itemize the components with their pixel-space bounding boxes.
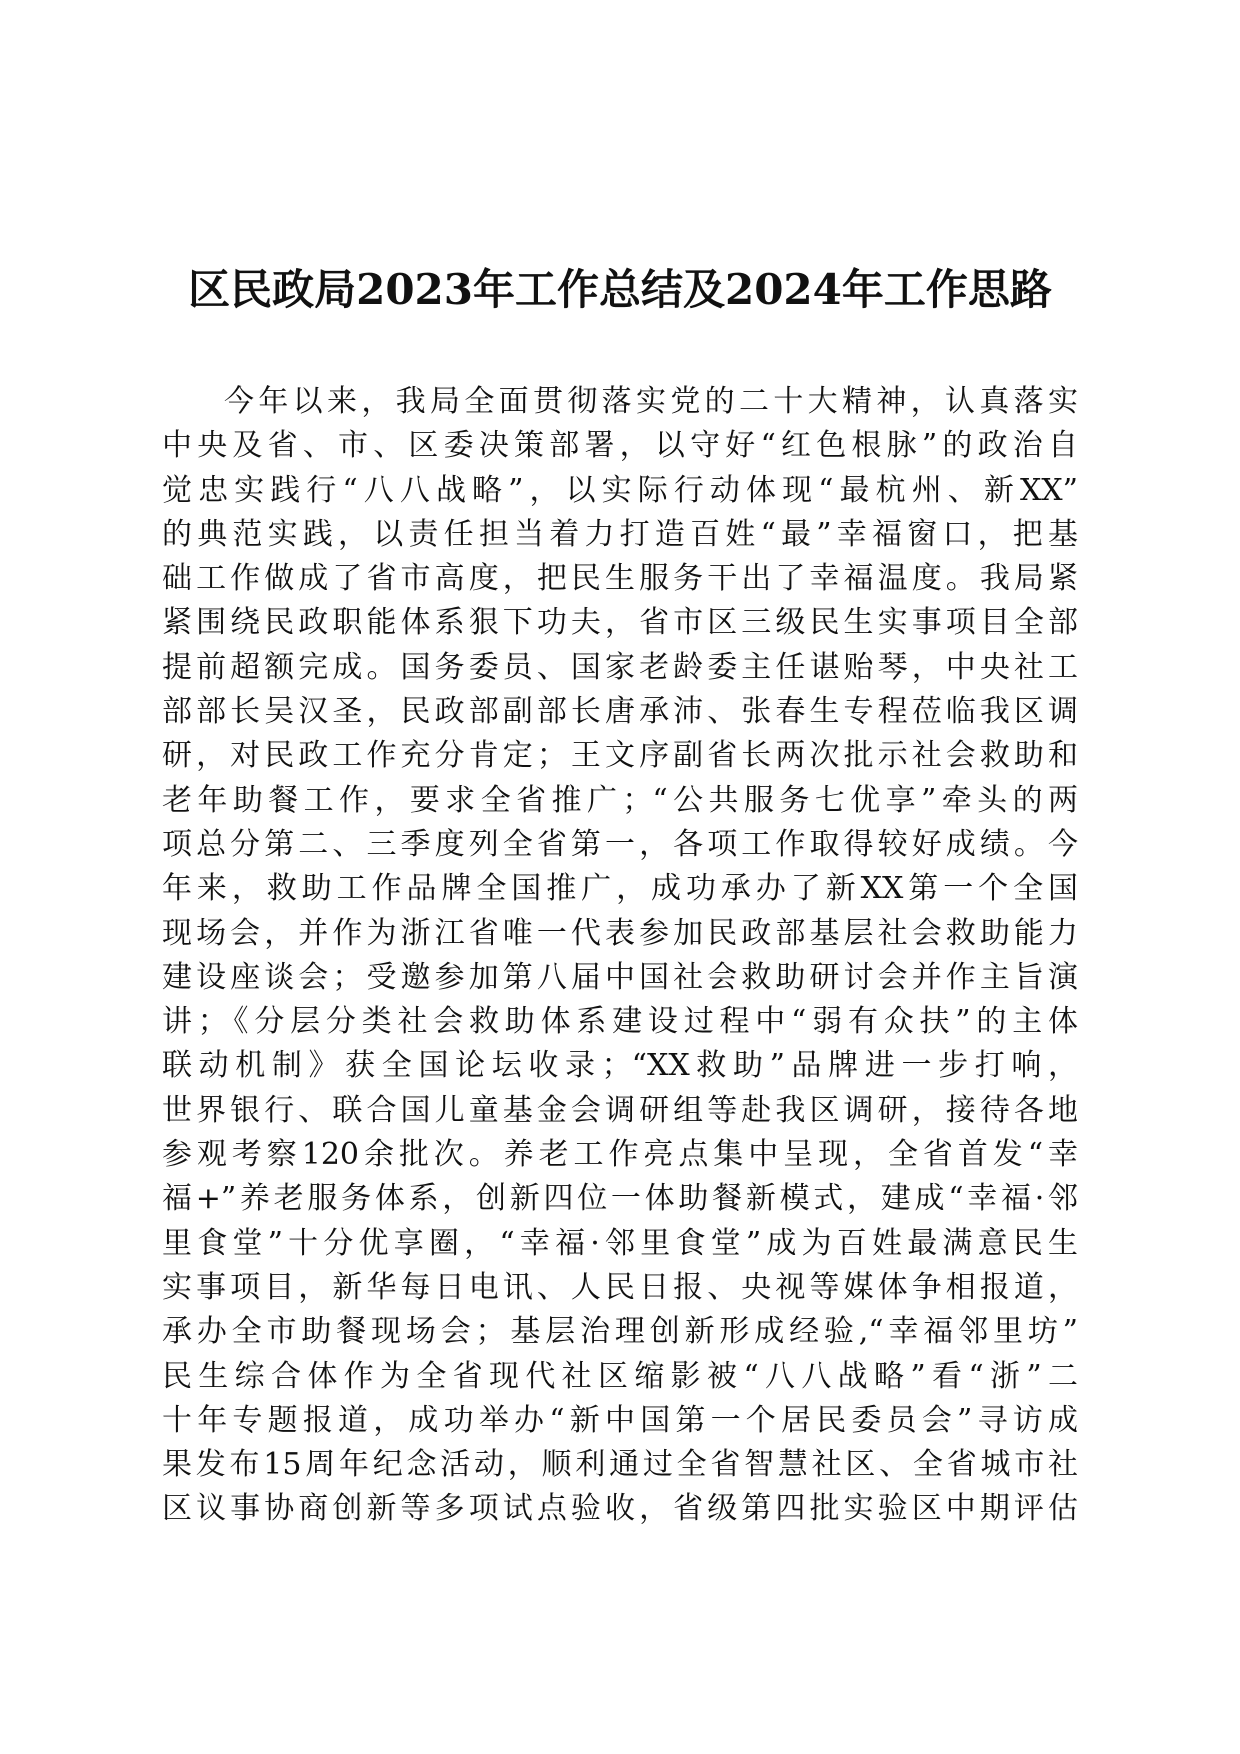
body-line-14: 建设座谈会；受邀参加第八届中国社会救助研讨会并作主旨演 bbox=[162, 959, 1078, 995]
body-line-26: 区议事协商创新等多项试点验收，省级第四批实验区中期评估 bbox=[162, 1491, 1078, 1527]
body-line-8: 部部长吴汉圣，民政部副部长唐承沛、张春生专程莅临我区调 bbox=[162, 694, 1078, 730]
body-line-2: 中央及省、市、区委决策部署，以守好“红色根脉”的政治自 bbox=[162, 428, 1078, 464]
body-line-19: 福+”养老服务体系，创新四位一体助餐新模式，建成“幸福·邻 bbox=[162, 1181, 1078, 1217]
body-line-18: 参观考察120余批次。养老工作亮点集中呈现，全省首发“幸 bbox=[162, 1137, 1078, 1173]
body-line-24: 十年专题报道，成功举办“新中国第一个居民委员会”寻访成 bbox=[162, 1402, 1078, 1438]
document-title: 区民政局2023年工作总结及2024年工作思路 bbox=[188, 265, 1052, 314]
body-line-21: 实事项目，新华每日电讯、人民日报、央视等媒体争相报道， bbox=[162, 1269, 1078, 1305]
body-line-3: 觉忠实践行“八八战略”，以实际行动体现“最杭州、新XX” bbox=[162, 472, 1078, 508]
body-line-23: 民生综合体作为全省现代社区缩影被“八八战略”看“浙”二 bbox=[162, 1358, 1078, 1394]
body-line-5: 础工作做成了省市高度，把民生服务干出了幸福温度。我局紧 bbox=[162, 561, 1078, 597]
body-line-7: 提前超额完成。国务委员、国家老龄委主任谌贻琴，中央社工 bbox=[162, 649, 1078, 685]
body-line-9: 研，对民政工作充分肯定；王文序副省长两次批示社会救助和 bbox=[162, 738, 1078, 774]
body-line-22: 承办全市助餐现场会；基层治理创新形成经验,“幸福邻里坊” bbox=[162, 1314, 1078, 1350]
body-line-25: 果发布15周年纪念活动，顺利通过全省智慧社区、全省城市社 bbox=[162, 1447, 1078, 1483]
body-line-20: 里食堂”十分优享圈，“幸福·邻里食堂”成为百姓最满意民生 bbox=[162, 1225, 1078, 1261]
body-line-4: 的典范实践，以责任担当着力打造百姓“最”幸福窗口，把基 bbox=[162, 516, 1078, 552]
body-line-15: 讲；《分层分类社会救助体系建设过程中“弱有众扶”的主体 bbox=[162, 1004, 1078, 1040]
body-line-10: 老年助餐工作，要求全省推广；“公共服务七优享”牵头的两 bbox=[162, 782, 1078, 818]
document-body bbox=[162, 380, 1078, 1532]
body-line-1: 今年以来，我局全面贯彻落实党的二十大精神，认真落实 bbox=[224, 384, 1078, 419]
body-line-12: 年来，救助工作品牌全国推广，成功承办了新XX第一个全国 bbox=[162, 871, 1078, 907]
body-line-13: 现场会，并作为浙江省唯一代表参加民政部基层社会救助能力 bbox=[162, 915, 1078, 951]
body-line-11: 项总分第二、三季度列全省第一，各项工作取得较好成绩。今 bbox=[162, 826, 1078, 862]
body-line-16: 联动机制》获全国论坛收录；“XX救助”品牌进一步打响， bbox=[162, 1048, 1078, 1084]
body-line-6: 紧围绕民政职能体系狠下功夫，省市区三级民生实事项目全部 bbox=[162, 605, 1078, 641]
body-line-17: 世界银行、联合国儿童基金会调研组等赴我区调研，接待各地 bbox=[162, 1092, 1078, 1128]
